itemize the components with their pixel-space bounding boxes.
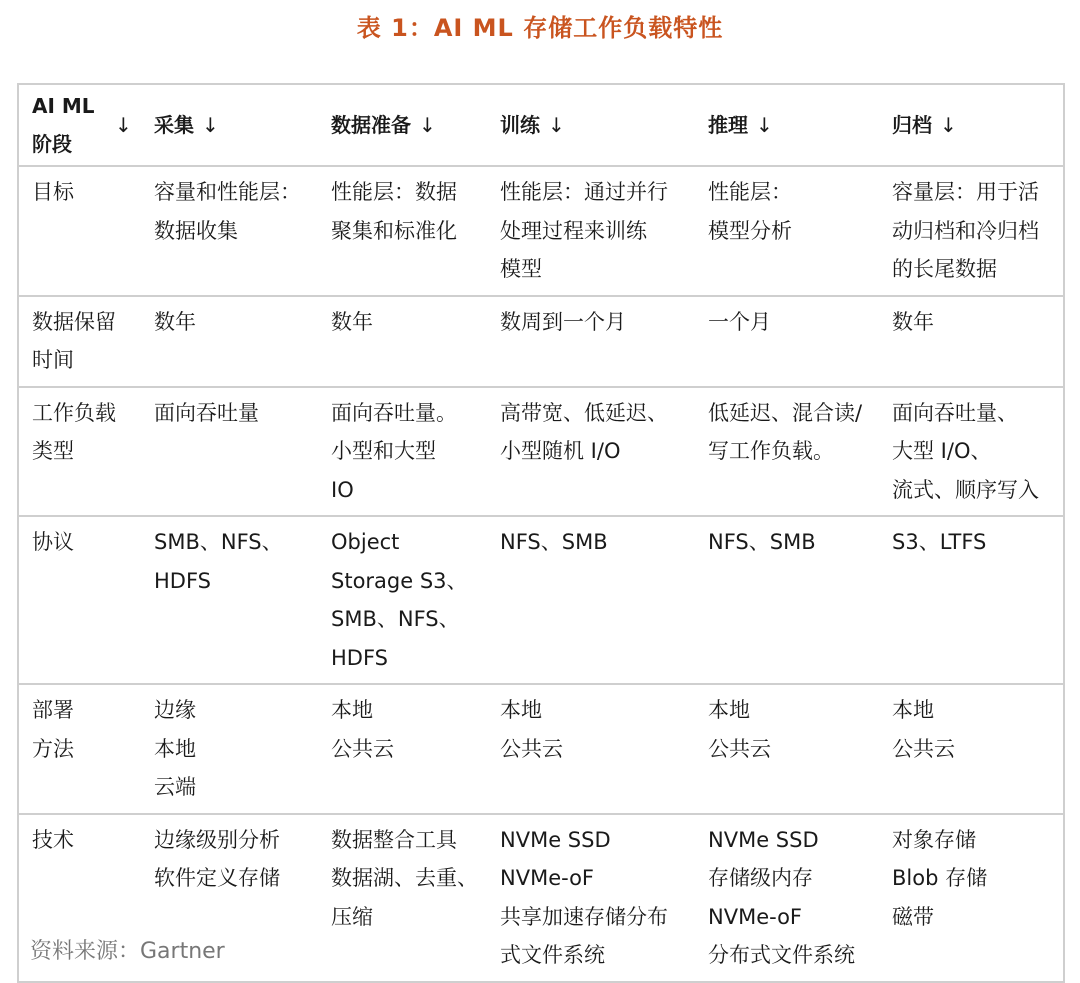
cell-line: 面向吞吐量 bbox=[154, 400, 259, 425]
cell-line: 容量层：用于活 bbox=[892, 180, 1039, 204]
cell-line: 一个月 bbox=[708, 309, 771, 334]
cell-line: 低延迟、混合读/ bbox=[708, 400, 863, 425]
cell-line: 公共云 bbox=[708, 736, 771, 761]
cell-line: 本地 bbox=[331, 698, 373, 722]
table-cell bbox=[141, 387, 318, 517]
table-row bbox=[18, 387, 1064, 517]
header-archive bbox=[879, 84, 1064, 166]
table-cell bbox=[141, 516, 318, 684]
header-label: 推理 bbox=[708, 113, 748, 137]
cell-line: 容量和性能层： bbox=[154, 180, 301, 204]
cell-line: NVMe SSD bbox=[500, 827, 611, 852]
cell-line: 压缩 bbox=[331, 904, 373, 929]
workload-table bbox=[17, 83, 1065, 983]
table-cell bbox=[695, 387, 879, 517]
cell-line: 方法 bbox=[32, 736, 74, 761]
table-cell bbox=[487, 166, 695, 296]
header-infer bbox=[695, 84, 879, 166]
cell-line: NVMe SSD bbox=[708, 827, 819, 852]
table-cell bbox=[879, 296, 1064, 387]
table-cell bbox=[487, 684, 695, 814]
cell-line: SMB、NFS、 bbox=[331, 607, 460, 631]
table-cell bbox=[318, 296, 487, 387]
arrow-down-icon: ↓ bbox=[115, 112, 132, 137]
header-train bbox=[487, 84, 695, 166]
cell-line: 数据整合工具 bbox=[331, 827, 457, 852]
cell-line: 流式、顺序写入 bbox=[892, 477, 1039, 502]
cell-line: 性能层： bbox=[708, 180, 792, 204]
cell-line: 技术 bbox=[32, 827, 74, 852]
table-cell bbox=[879, 387, 1064, 517]
header-label: 归档 bbox=[892, 113, 932, 137]
cell-line: 小型和大型 bbox=[331, 439, 436, 463]
cell-line: 数年 bbox=[154, 309, 196, 334]
cell-line: 式文件系统 bbox=[500, 943, 605, 967]
header-label: 采集 bbox=[154, 113, 194, 137]
cell-line: 存储级内存 bbox=[708, 866, 813, 890]
table-cell bbox=[879, 166, 1064, 296]
table-cell bbox=[487, 387, 695, 517]
table-cell bbox=[141, 684, 318, 814]
row-label bbox=[18, 296, 141, 387]
cell-line: 协议 bbox=[32, 530, 74, 554]
cell-line: 本地 bbox=[154, 736, 196, 761]
table-cell bbox=[695, 166, 879, 296]
header-stage bbox=[18, 84, 141, 166]
cell-line: 公共云 bbox=[892, 736, 955, 761]
table-cell bbox=[141, 296, 318, 387]
row-label bbox=[18, 516, 141, 684]
cell-line: 高带宽、低延迟、 bbox=[500, 400, 668, 425]
table-cell bbox=[141, 166, 318, 296]
arrow-down-icon: ↓ bbox=[940, 113, 957, 137]
cell-line: NVMe-oF bbox=[708, 904, 803, 929]
cell-line: SMB、NFS、 bbox=[154, 530, 283, 554]
table-cell bbox=[318, 387, 487, 517]
header-stage-line: 阶段 bbox=[32, 132, 72, 156]
cell-line: 数年 bbox=[892, 309, 934, 334]
table-title: 表 1：AI ML 存储工作负载特性 bbox=[356, 14, 724, 42]
table-cell bbox=[487, 814, 695, 982]
table-cell bbox=[318, 814, 487, 982]
row-label bbox=[18, 387, 141, 517]
cell-line: HDFS bbox=[154, 568, 212, 593]
cell-line: 面向吞吐量、 bbox=[892, 400, 1018, 425]
cell-line: 聚集和标准化 bbox=[331, 218, 457, 243]
cell-line: 本地 bbox=[500, 698, 542, 722]
cell-line: 时间 bbox=[32, 348, 74, 372]
cell-line: 数年 bbox=[331, 309, 373, 334]
cell-line: 处理过程来训练 bbox=[500, 218, 647, 243]
arrow-down-icon: ↓ bbox=[202, 113, 219, 137]
table-row bbox=[18, 296, 1064, 387]
cell-line: 工作负载 bbox=[32, 400, 116, 425]
header-stage-line: AI ML bbox=[32, 94, 95, 118]
cell-line: Blob 存储 bbox=[892, 866, 988, 890]
cell-line: 性能层：通过并行 bbox=[500, 180, 668, 204]
header-row bbox=[18, 84, 1064, 166]
cell-line: 数据收集 bbox=[154, 218, 238, 243]
table-cell bbox=[879, 516, 1064, 684]
table-cell bbox=[695, 684, 879, 814]
table-row bbox=[18, 684, 1064, 814]
cell-line: NVMe-oF bbox=[500, 866, 595, 890]
table-cell bbox=[318, 684, 487, 814]
cell-line: IO bbox=[331, 477, 354, 502]
cell-line: 对象存储 bbox=[892, 827, 976, 852]
cell-line: 共享加速存储分布 bbox=[500, 904, 668, 929]
header-label: 数据准备 bbox=[331, 113, 411, 137]
cell-line: 数周到一个月 bbox=[500, 309, 626, 334]
table-cell bbox=[318, 516, 487, 684]
table-row bbox=[18, 166, 1064, 296]
cell-line: 目标 bbox=[32, 180, 74, 204]
cell-line: 本地 bbox=[892, 698, 934, 722]
cell-line: 软件定义存储 bbox=[154, 866, 280, 890]
cell-line: 的长尾数据 bbox=[892, 257, 997, 281]
cell-line: 模型分析 bbox=[708, 218, 792, 243]
cell-line: 边缘 bbox=[154, 698, 196, 722]
cell-line: 模型 bbox=[500, 257, 542, 281]
table-cell bbox=[695, 296, 879, 387]
cell-line: 分布式文件系统 bbox=[708, 943, 855, 967]
cell-line: 云端 bbox=[154, 775, 196, 799]
source-note: 资料来源：Gartner bbox=[30, 939, 225, 964]
table-cell bbox=[879, 684, 1064, 814]
cell-line: 数据湖、去重、 bbox=[331, 866, 478, 890]
arrow-down-icon: ↓ bbox=[756, 113, 773, 137]
cell-line: 部署 bbox=[32, 698, 74, 722]
cell-line: 磁带 bbox=[892, 904, 934, 929]
cell-line: Object bbox=[331, 530, 400, 554]
cell-line: 公共云 bbox=[500, 736, 563, 761]
cell-line: 大型 I/O、 bbox=[892, 439, 992, 463]
header-collect bbox=[141, 84, 318, 166]
table-cell bbox=[318, 166, 487, 296]
cell-line: Storage S3、 bbox=[331, 568, 468, 593]
table-cell bbox=[487, 516, 695, 684]
cell-line: NFS、SMB bbox=[500, 530, 608, 554]
row-label bbox=[18, 684, 141, 814]
table-cell bbox=[879, 814, 1064, 982]
arrow-down-icon: ↓ bbox=[548, 113, 565, 137]
header-label: 训练 bbox=[500, 113, 540, 137]
cell-line: 数据保留 bbox=[32, 309, 116, 334]
cell-line: 动归档和冷归档 bbox=[892, 218, 1039, 243]
header-prep bbox=[318, 84, 487, 166]
cell-line: 面向吞吐量。 bbox=[331, 400, 457, 425]
arrow-down-icon: ↓ bbox=[419, 113, 436, 137]
table-cell bbox=[487, 296, 695, 387]
cell-line: NFS、SMB bbox=[708, 530, 816, 554]
cell-line: 公共云 bbox=[331, 736, 394, 761]
table-cell bbox=[695, 814, 879, 982]
table-cell bbox=[695, 516, 879, 684]
cell-line: 小型随机 I/O bbox=[500, 439, 621, 463]
cell-line: HDFS bbox=[331, 645, 389, 670]
cell-line: 写工作负载。 bbox=[708, 439, 834, 463]
cell-line: 本地 bbox=[708, 698, 750, 722]
table-row bbox=[18, 516, 1064, 684]
cell-line: 性能层：数据 bbox=[331, 180, 457, 204]
row-label bbox=[18, 166, 141, 296]
cell-line: S3、LTFS bbox=[892, 530, 987, 554]
cell-line: 类型 bbox=[32, 439, 74, 463]
cell-line: 边缘级别分析 bbox=[154, 827, 280, 852]
